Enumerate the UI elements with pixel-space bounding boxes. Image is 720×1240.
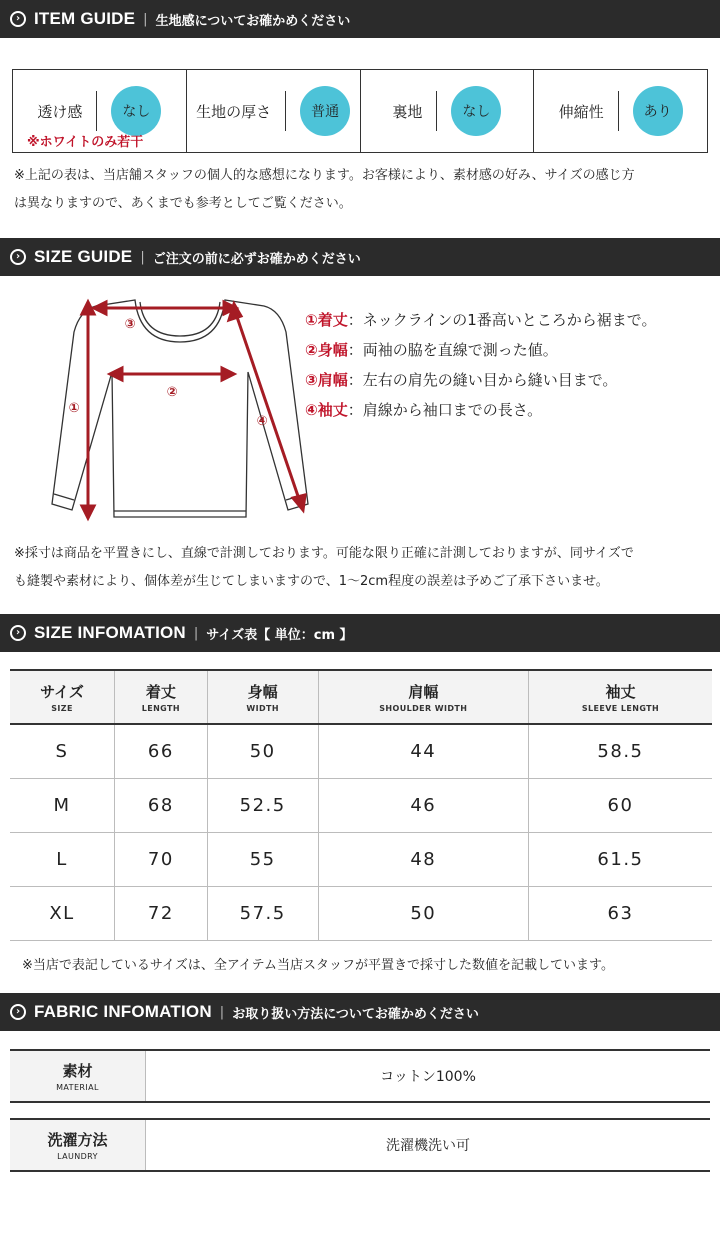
fabric-key-jp: 洗濯方法 — [47, 1131, 108, 1149]
legend-key: ①着丈 — [305, 311, 348, 329]
measurement-legend — [305, 305, 657, 425]
fabric-key — [10, 1051, 146, 1101]
section-subtitle: 生地感についてお確かめください — [155, 13, 351, 29]
divider — [436, 91, 437, 131]
long-sleeve-shirt-icon — [30, 292, 320, 522]
note-line: ※上記の表は、当店舗スタッフの個人的な感想になります。お客様により、素材感の好み、サイズの感じ方 — [14, 168, 635, 183]
legend-row-shoulder — [305, 365, 657, 395]
fabric-key-en: MATERIAL — [56, 1083, 99, 1092]
header-sleeve-length: 袖丈 SLEEVE LENGTH — [528, 670, 712, 724]
guide-label: 生地の厚さ — [196, 102, 272, 121]
table-header-row — [10, 670, 712, 724]
cell-width: 50 — [207, 724, 318, 778]
guide-label: 裏地 — [392, 102, 423, 121]
cell-width: 57.5 — [207, 886, 318, 940]
guide-badge: 普通 — [300, 86, 350, 136]
cell-size: XL — [10, 886, 115, 940]
divider: | — [143, 11, 148, 27]
divider: | — [140, 249, 145, 265]
cell-sleeve: 60 — [528, 778, 712, 832]
cell-width: 52.5 — [207, 778, 318, 832]
cell-shoulder: 46 — [318, 778, 528, 832]
cell-shoulder: 44 — [318, 724, 528, 778]
note-line: は異なりますので、あくまでも参考としてご覧ください。 — [14, 196, 352, 211]
legend-row-sleeve — [305, 395, 657, 425]
chevron-right-icon: › — [10, 249, 26, 265]
legend-row-length — [305, 305, 657, 335]
fabric-value: 洗濯機洗い可 — [386, 1138, 470, 1154]
guide-cell-transparency — [13, 70, 187, 152]
cell-length: 68 — [115, 778, 208, 832]
legend-desc: ：左右の肩先の縫い目から縫い目まで。 — [347, 371, 618, 389]
size-table — [10, 669, 712, 941]
guide-cell-lining — [361, 70, 535, 152]
section-subtitle: サイズ表【 単位：cm 】 — [206, 627, 353, 643]
section-title: SIZE GUIDE — [34, 247, 133, 266]
legend-desc: ：肩線から袖口までの長さ。 — [347, 401, 543, 419]
chevron-right-icon: › — [10, 625, 26, 641]
section-subtitle: お取り扱い方法についてお確かめください — [232, 1006, 479, 1022]
table-row — [10, 778, 712, 832]
marker-length: ① — [68, 401, 80, 416]
chevron-right-icon: › — [10, 1004, 26, 1020]
cell-length: 66 — [115, 724, 208, 778]
cell-size: M — [10, 778, 115, 832]
legend-row-width — [305, 335, 657, 365]
section-title: ITEM GUIDE — [34, 9, 136, 28]
size-info-header — [0, 614, 720, 652]
note-line: も縫製や素材により、個体差が生じてしまいますので、1〜2cm程度の誤差は予めご了承下さいませ。 — [14, 574, 609, 589]
guide-cell-thickness — [187, 70, 361, 152]
guide-label: 透け感 — [37, 102, 83, 121]
legend-desc: ：両袖の脇を直線で測った値。 — [347, 341, 558, 359]
table-row — [10, 832, 712, 886]
shirt-diagram — [30, 292, 320, 522]
legend-key: ②身幅 — [305, 341, 348, 359]
fabric-key — [10, 1120, 146, 1170]
legend-desc: ：ネックラインの1番高いところから裾まで。 — [347, 311, 657, 329]
fabric-key-jp: 素材 — [62, 1062, 93, 1080]
size-guide-note — [14, 540, 714, 596]
item-guide-note — [14, 162, 714, 218]
guide-badge: なし — [111, 86, 161, 136]
item-guide-header — [0, 0, 720, 38]
section-title: SIZE INFOMATION — [34, 623, 186, 642]
cell-shoulder: 50 — [318, 886, 528, 940]
divider — [618, 91, 619, 131]
marker-sleeve: ④ — [256, 414, 268, 429]
note-line: ※採寸は商品を平置きにし、直線で計測しております。可能な限り正確に計測しておりますが、同サイズで — [14, 546, 634, 561]
fabric-value: コットン100% — [380, 1069, 476, 1085]
section-title: FABRIC INFOMATION — [34, 1002, 212, 1021]
cell-length: 70 — [115, 832, 208, 886]
guide-badge: なし — [451, 86, 501, 136]
fabric-key-en: LAUNDRY — [57, 1152, 98, 1161]
divider: | — [193, 625, 199, 641]
header-shoulder-width: 肩幅 SHOULDER WIDTH — [318, 670, 528, 724]
cell-sleeve: 63 — [528, 886, 712, 940]
guide-cell-stretch — [534, 70, 707, 152]
cell-shoulder: 48 — [318, 832, 528, 886]
section-subtitle: ご注文の前に必ずお確かめください — [152, 251, 361, 267]
cell-sleeve: 58.5 — [528, 724, 712, 778]
cell-length: 72 — [115, 886, 208, 940]
fabric-row-material — [10, 1049, 710, 1103]
chevron-right-icon: › — [10, 11, 26, 27]
divider — [96, 91, 97, 131]
marker-width: ② — [166, 385, 178, 400]
fabric-row-laundry — [10, 1118, 710, 1172]
divider: | — [219, 1004, 225, 1020]
header-width: 身幅 WIDTH — [207, 670, 318, 724]
table-row — [10, 724, 712, 778]
legend-key: ④袖丈 — [305, 401, 348, 419]
size-guide-header — [0, 238, 720, 276]
header-length: 着丈 LENGTH — [115, 670, 208, 724]
size-info-note: ※当店で表記しているサイズは、全アイテム当店スタッフが平置きで採寸した数値を記載しています。 — [22, 958, 614, 973]
table-row — [10, 886, 712, 940]
guide-label: 伸縮性 — [558, 102, 604, 121]
fabric-info-header — [0, 993, 720, 1031]
cell-size: S — [10, 724, 115, 778]
marker-shoulder: ③ — [124, 317, 136, 332]
item-guide-box — [12, 69, 708, 153]
divider — [285, 91, 286, 131]
cell-sleeve: 61.5 — [528, 832, 712, 886]
legend-key: ③肩幅 — [305, 371, 348, 389]
cell-size: L — [10, 832, 115, 886]
guide-badge: あり — [633, 86, 683, 136]
guide-red-note: ※ホワイトのみ若干 — [27, 135, 144, 150]
header-size: サイズ SIZE — [10, 670, 115, 724]
cell-width: 55 — [207, 832, 318, 886]
